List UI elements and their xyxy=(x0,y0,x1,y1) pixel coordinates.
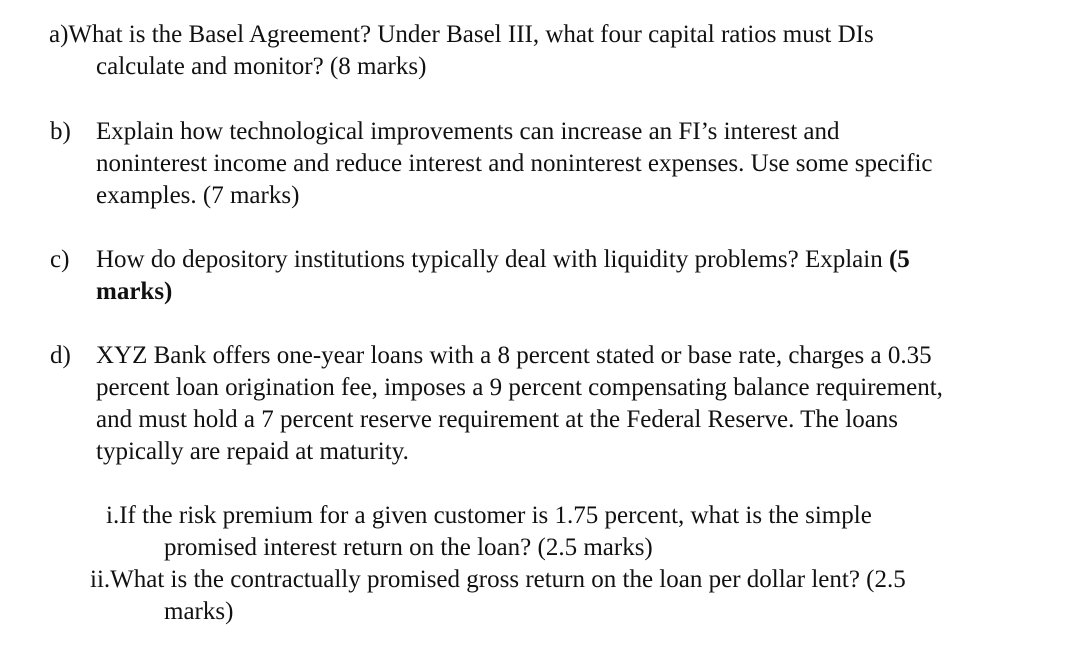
question-c-marker: c) xyxy=(50,246,70,273)
question-c-line-1-bold: (5 xyxy=(888,246,910,273)
question-c-line-1-text: How do depository institutions typically deal with liquidity problems? Explain xyxy=(96,246,889,273)
question-b-marker: b) xyxy=(50,118,71,145)
question-d-line-2: percent loan origination fee, imposes a 9 percent compensating balance requirement, xyxy=(96,374,943,401)
question-d-sub-ii-line-2: marks) xyxy=(164,598,234,625)
question-d-line-1: XYZ Bank offers one-year loans with a 8 percent stated or base rate, charges a 0.35 xyxy=(96,342,932,369)
question-b-line-3: examples. (7 marks) xyxy=(96,182,300,209)
question-d-sub-i-line-2: promised interest return on the loan? (2.5 marks) xyxy=(164,534,653,561)
question-a-line-2: calculate and monitor? (8 marks) xyxy=(96,53,427,80)
question-c-line-1 xyxy=(96,244,910,276)
question-b-line-2: noninterest income and reduce interest and noninterest expenses. Use some specific xyxy=(96,150,933,177)
question-d-line-3: and must hold a 7 percent reserve requirement at the Federal Reserve. The loans xyxy=(96,406,899,433)
question-c-line-2: marks) xyxy=(96,278,173,305)
question-d-sub-ii-line-1: ii.What is the contractually promised gross return on the loan per dollar lent? (2.5 xyxy=(90,566,906,593)
question-b-line-1: Explain how technological improvements can increase an FI’s interest and xyxy=(96,118,840,145)
question-d-sub-i-line-1: i.If the risk premium for a given customer is 1.75 percent, what is the simple xyxy=(106,502,872,529)
question-d-marker: d) xyxy=(50,342,71,369)
question-d-line-4: typically are repaid at maturity. xyxy=(96,438,409,465)
question-a-line-1: a)What is the Basel Agreement? Under Basel III, what four capital ratios must DIs xyxy=(49,21,874,48)
